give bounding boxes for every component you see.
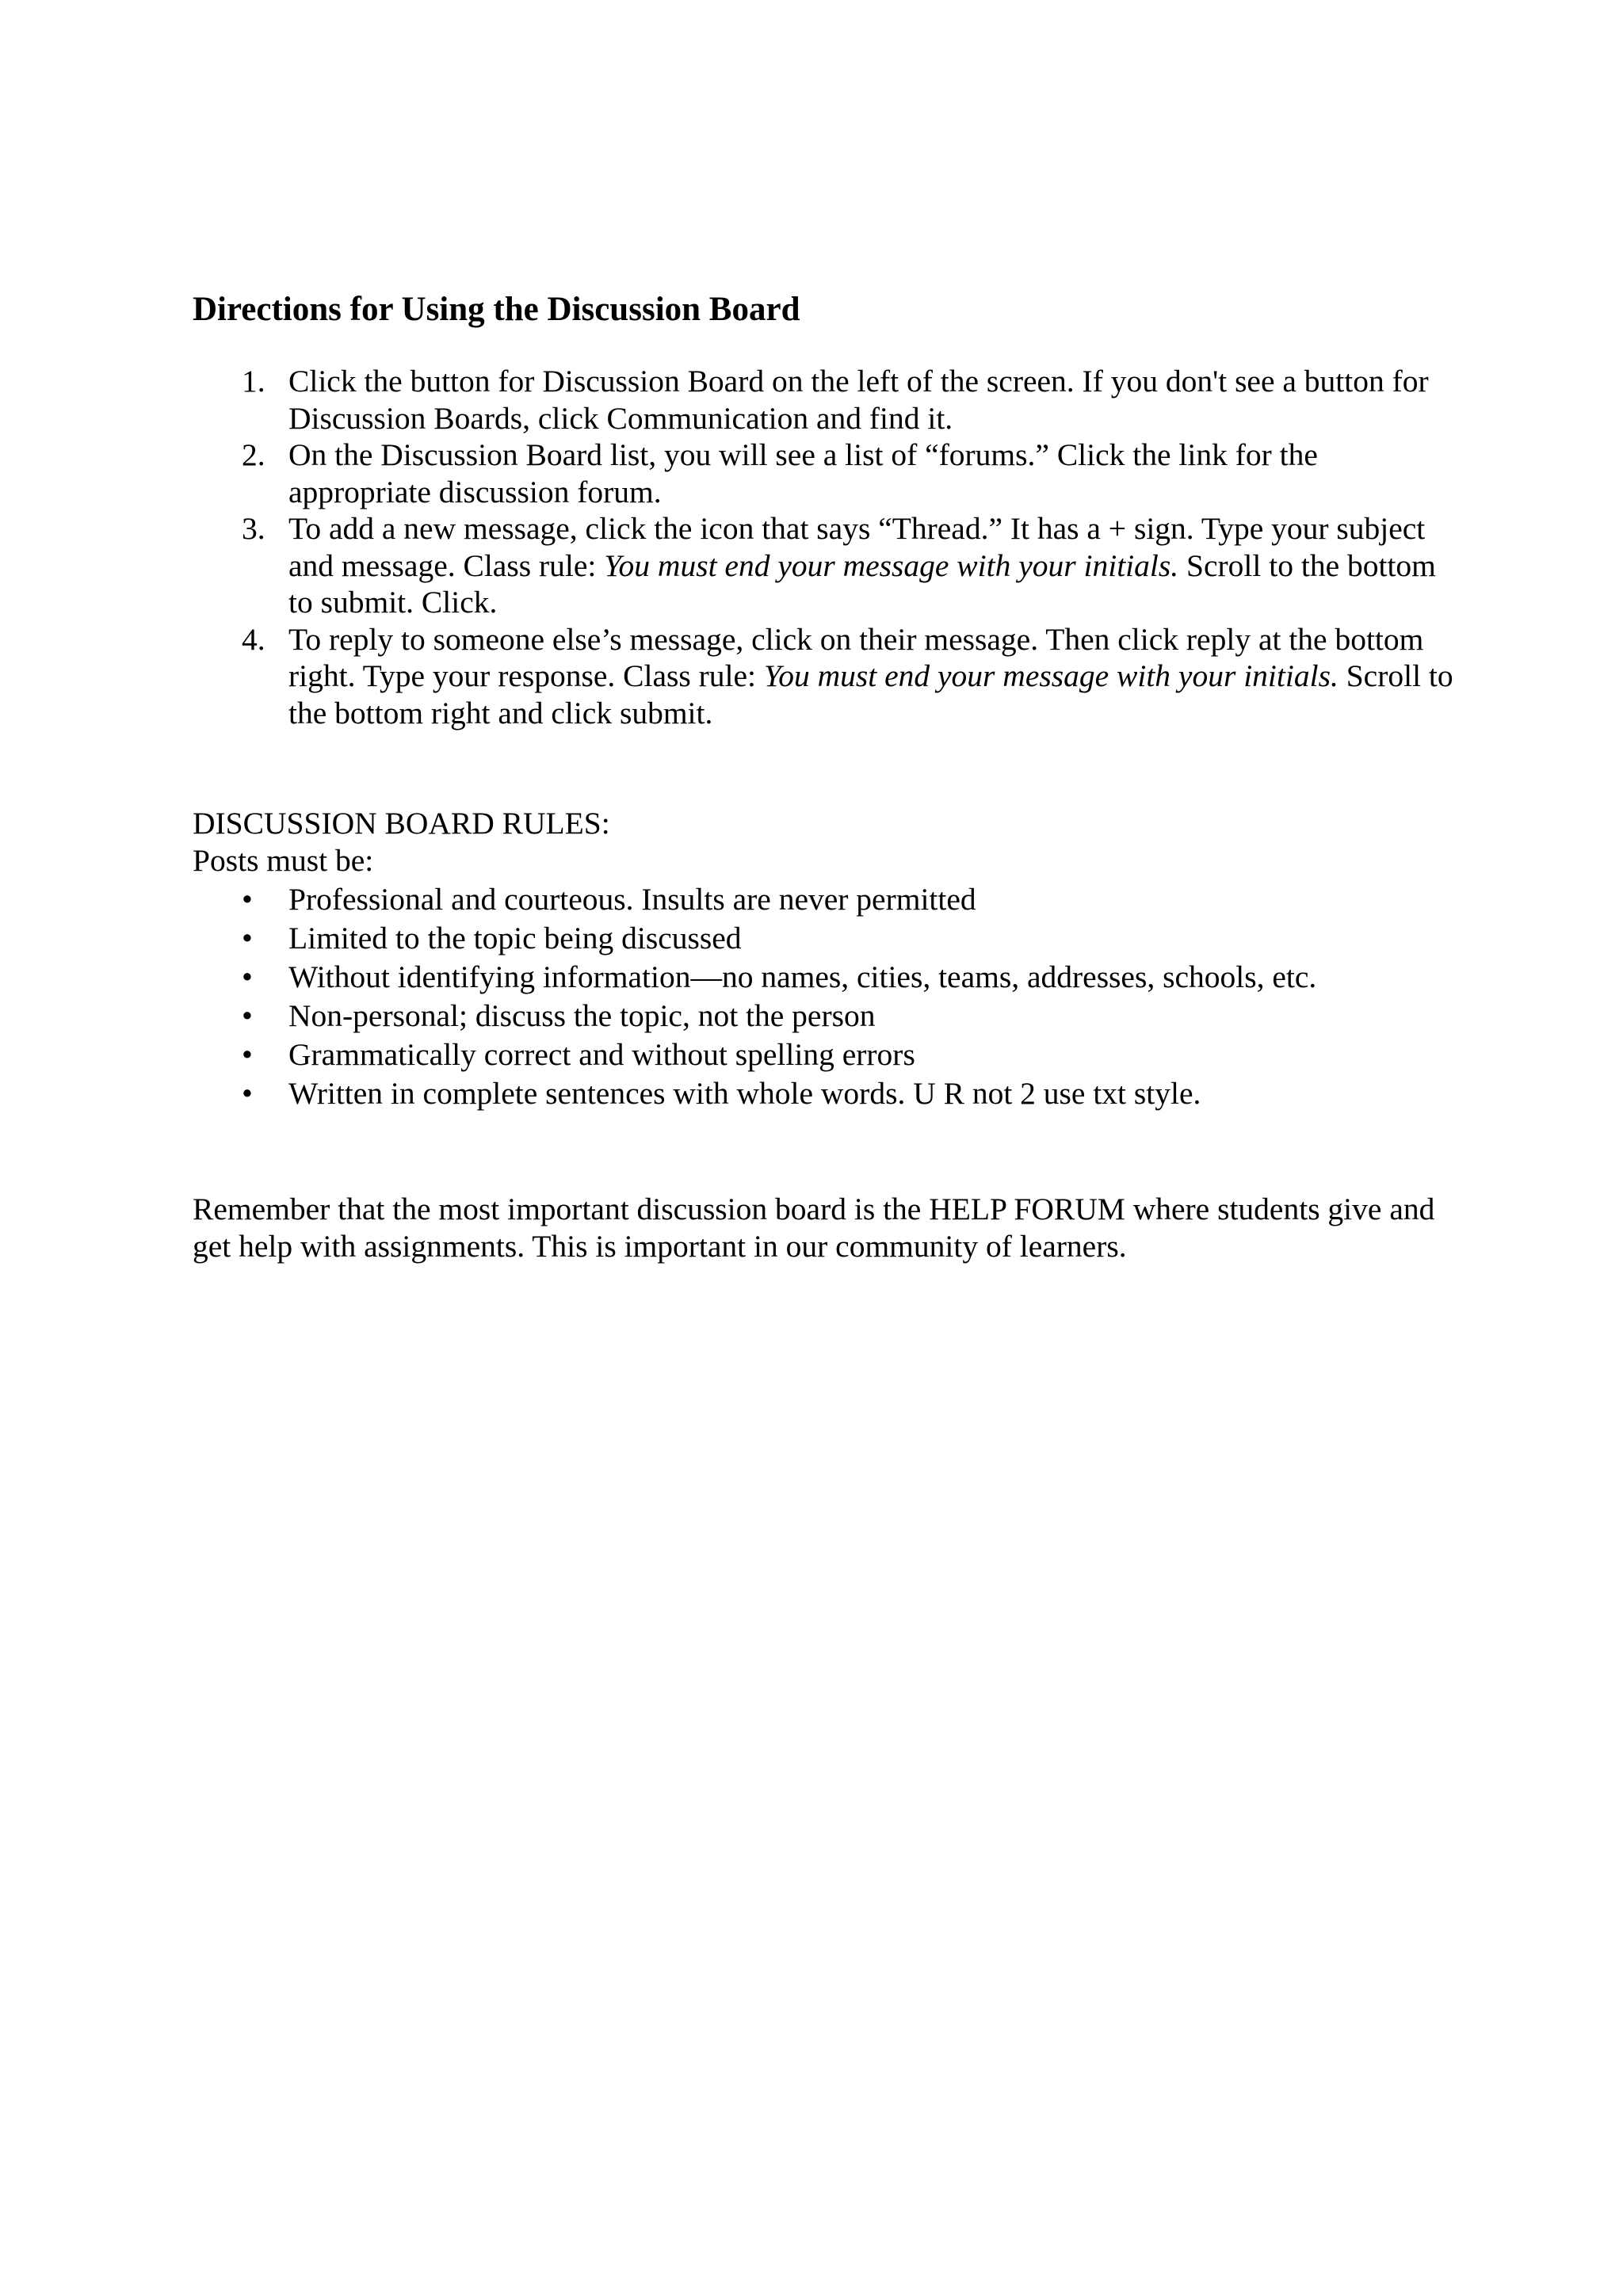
rule-item <box>193 997 1461 1035</box>
step-text-part: Scroll to the bottom to submit. Click. <box>288 547 1436 620</box>
bullet-icon: • <box>242 959 253 994</box>
bullet-icon: • <box>242 1075 253 1111</box>
step-text-part: Scroll to the bottom right and click submit. <box>288 658 1453 730</box>
rule-text: Limited to the topic being discussed <box>288 920 742 955</box>
rule-item <box>193 959 1461 996</box>
step-text <box>288 511 1436 620</box>
rule-item <box>193 920 1461 957</box>
step-number: 4. <box>242 621 265 657</box>
rule-item <box>193 881 1461 918</box>
rule-text: Without identifying information—no names, cities, teams, addresses, schools, etc. <box>288 959 1317 994</box>
direction-step <box>193 510 1461 621</box>
rule-text: Professional and courteous. Insults are never permitted <box>288 881 976 917</box>
rule-item <box>193 1075 1461 1112</box>
rules-intro: Posts must be: <box>193 842 374 878</box>
step-text: Click the button for Discussion Board on the left of the screen. If you don't see a button for Discussion Boards, click Communication and find it. <box>288 364 1429 436</box>
step-number: 2. <box>242 437 265 472</box>
step-number: 1. <box>242 364 265 399</box>
rules-list <box>193 881 1461 1112</box>
document-title: Directions for Using the Discussion Board <box>193 291 800 328</box>
rule-text: Written in complete sentences with whole words. U R not 2 use txt style. <box>288 1075 1201 1111</box>
rule-text: Non-personal; discuss the topic, not the person <box>288 997 876 1033</box>
bullet-icon: • <box>242 1036 253 1072</box>
rule-text: Grammatically correct and without spelling errors <box>288 1036 915 1072</box>
step-text-part: To add a new message, click the icon that says “Thread.” It has a + sign. Type your subject and message. Class rule: <box>288 511 1426 583</box>
step-text: On the Discussion Board list, you will see a list of “forums.” Click the link for the appropriate discussion forum. <box>288 437 1318 509</box>
class-rule-text: You must end your message with your initials. <box>604 547 1179 583</box>
direction-step <box>193 621 1461 732</box>
closing-paragraph: Remember that the most important discussion board is the HELP FORUM where students give and get help with assignments. This is important in our community of learners. <box>193 1192 1435 1264</box>
step-number: 3. <box>242 511 265 546</box>
bullet-icon: • <box>242 997 253 1033</box>
document-body <box>193 289 1461 1264</box>
rules-heading: DISCUSSION BOARD RULES: <box>193 806 610 841</box>
step-text-part: To reply to someone else’s message, click on their message. Then click reply at the bottom right. Type your response. Class rule: <box>288 621 1424 693</box>
bullet-icon: • <box>242 881 253 917</box>
step-text <box>288 622 1453 730</box>
bullet-icon: • <box>242 920 253 955</box>
rule-item <box>193 1036 1461 1074</box>
direction-step <box>193 363 1461 437</box>
direction-step <box>193 437 1461 510</box>
directions-list <box>193 363 1461 731</box>
class-rule-text: You must end your message with your initials. <box>763 658 1338 693</box>
